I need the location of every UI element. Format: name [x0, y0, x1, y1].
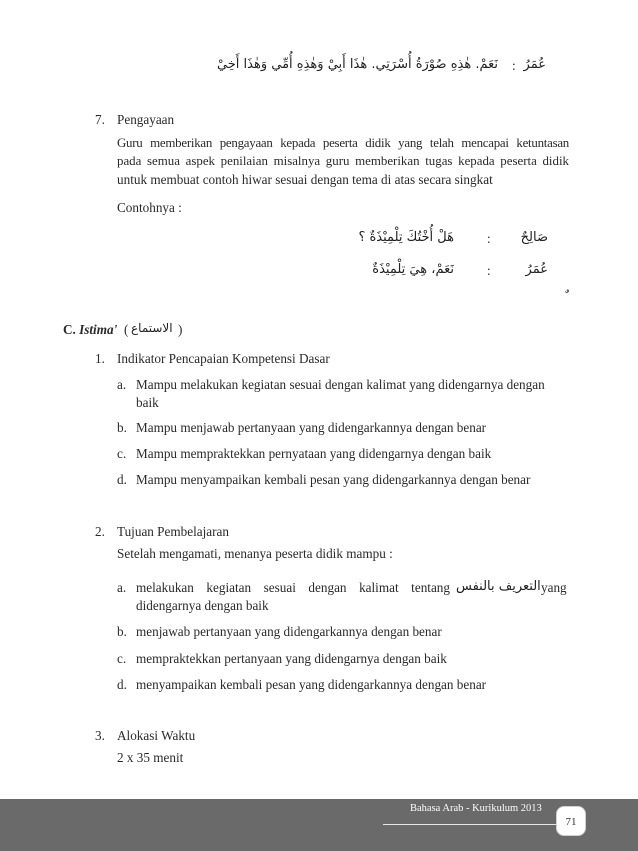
item2-b-text: menjawab pertanyaan yang didengarkannya dengan benar	[136, 624, 442, 639]
item1-c-text: Mampu mempraktekkan pernyataan yang didengarnya dengan baik	[136, 446, 492, 461]
example2-colon: :	[487, 263, 491, 278]
example1-text: هَلْ أُخْتُكَ تِلْمِيْذَةٌ ؟	[358, 230, 454, 245]
item2-a-line1-arabic: التعريف بالنفس	[456, 579, 541, 594]
item2-c-letter: c.	[117, 651, 127, 666]
item2-d-text: menyampaikan kembali pesan yang didengarkannya dengan benar	[136, 677, 487, 692]
section7-para-line2: pada semua aspek penilaian misalnya guru memberikan tugas kepada peserta didik	[117, 154, 569, 168]
item2-a-letter: a.	[117, 580, 127, 595]
example1-speaker: صَالِحٌ	[520, 230, 548, 245]
example2-text: نَعَمْ، هِيَ تِلْمِيْذَةٌ	[372, 262, 454, 277]
item1-d-text: Mampu menyampaikan kembali pesan yang didengarkannya dengan benar	[136, 472, 531, 487]
section7-para-line1: Guru memberikan pengayaan kepada peserta didik yang telah mencapai ketuntasan	[117, 136, 569, 150]
item2-a-line2: didengarnya dengan baik	[136, 598, 269, 613]
sectionC-letter: C.	[63, 322, 76, 337]
sectionC-arabic-close: )	[178, 322, 183, 337]
section7-number: 7.	[95, 112, 105, 127]
item1-d-letter: d.	[117, 472, 127, 487]
item1-number: 1.	[95, 351, 105, 366]
item2-a-line1-left: melakukan kegiatan sesuai dengan kalimat tentang	[136, 580, 450, 595]
item2-number: 2.	[95, 524, 105, 539]
sectionC-arabic-open: (	[124, 322, 129, 337]
item3-title: Alokasi Waktu	[117, 728, 196, 743]
footer-rule	[383, 824, 558, 825]
item1-title: Indikator Pencapaian Kompetensi Dasar	[117, 351, 330, 366]
example-label: Contohnya :	[117, 200, 182, 215]
item2-c-text: mempraktekkan pertanyaan yang didengarnya dengan baik	[136, 651, 447, 666]
top-dialog-speaker: عُمَرُ	[523, 57, 546, 72]
page-number: 71	[556, 806, 586, 836]
sectionC-title: Istima'	[79, 322, 118, 337]
item1-a-letter: a.	[117, 377, 127, 392]
item2-d-letter: d.	[117, 677, 127, 692]
item1-a-line2: baik	[136, 395, 159, 410]
item1-c-letter: c.	[117, 446, 127, 461]
item3-number: 3.	[95, 728, 105, 743]
item2-intro: Setelah mengamati, menanya peserta didik mampu :	[117, 546, 393, 561]
footer-book-title: Bahasa Arab - Kurikulum 2013	[410, 803, 542, 814]
top-dialog-colon: :	[512, 58, 516, 73]
item2-title: Tujuan Pembelajaran	[117, 524, 229, 539]
example2-speaker: عُمَرُ	[525, 262, 548, 277]
section7-para-line3: untuk membuat contoh hiwar sesuai dengan tema di atas secara singkat	[117, 172, 493, 187]
item2-b-letter: b.	[117, 624, 127, 639]
footer-bar	[0, 799, 638, 851]
section7-title: Pengayaan	[117, 112, 175, 127]
item2-a-line1-right: yang	[541, 580, 567, 595]
sectionC-heading	[63, 322, 117, 338]
sectionC-arabic: الاستماع	[131, 321, 173, 335]
item1-b-text: Mampu menjawab pertanyaan yang didengarkannya dengan benar	[136, 420, 487, 435]
item1-a-line1: Mampu melakukan kegiatan sesuai dengan kalimat yang didengarnya dengan	[136, 377, 545, 392]
item3-value: 2 x 35 menit	[117, 750, 184, 765]
example1-colon: :	[487, 231, 491, 246]
item1-b-letter: b.	[117, 420, 127, 435]
top-dialog-text: نَعَمْ. هٰذِهِ صُوْرَةُ أُسْرَتِي. هٰذَا أَبِيْ وَهٰذِهِ أُمِّي وَهٰذَا أَخِيْ	[216, 57, 498, 72]
